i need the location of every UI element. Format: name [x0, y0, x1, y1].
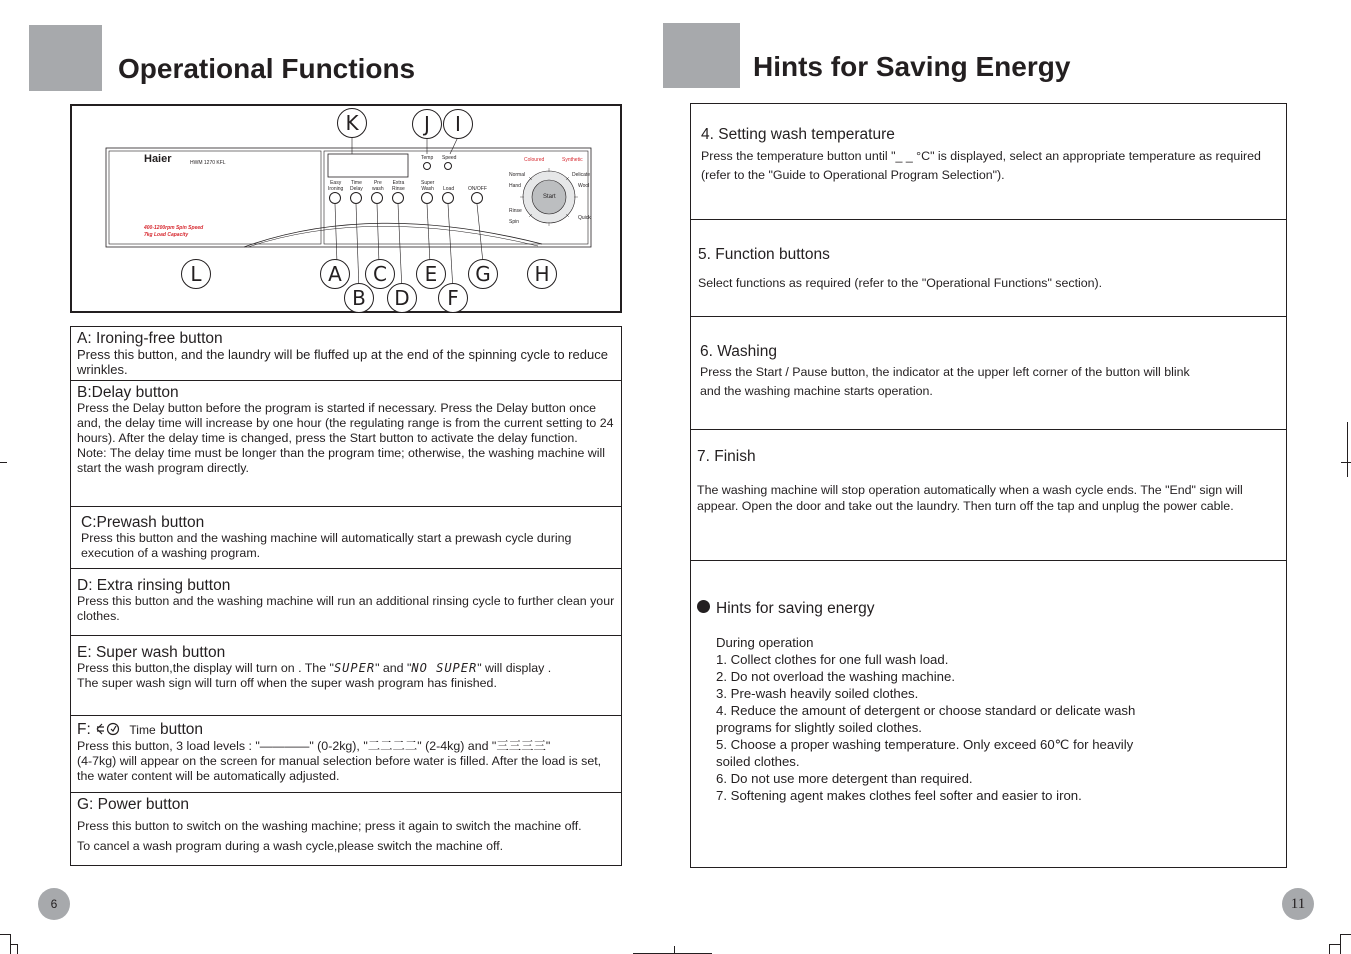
- divider: [691, 560, 1286, 561]
- crop-mark: [0, 462, 7, 463]
- no-super-display-sign: NO SUPER: [411, 661, 478, 675]
- right-header-block: [663, 23, 740, 88]
- section-e-body-part2: " and ": [375, 661, 412, 675]
- load-level-heavy: 三三三三: [496, 739, 546, 753]
- hint-item: 5. Choose a proper washing temperature. Only exceed 60℃ for heavily: [716, 737, 1134, 752]
- super-wash-label: Super Wash: [421, 180, 435, 192]
- callout-k: K: [337, 108, 367, 138]
- right-page-number: 11: [1282, 888, 1314, 920]
- prewash-label: Pre wash: [372, 180, 384, 192]
- crop-mark: [1340, 934, 1351, 935]
- load-button[interactable]: [442, 192, 454, 204]
- section-f-body-rest: (4-7kg) will appear on the screen for manual selection before water is filled. After the load is set, the water content will be automatically adjusted.: [77, 754, 602, 783]
- left-header-block: [29, 25, 102, 91]
- dial-start[interactable]: Start: [543, 194, 556, 200]
- panel-spin-speed-note: 400-1200rpm Spin Speed: [144, 225, 204, 231]
- bullet-icon: [697, 600, 710, 613]
- left-page-heading: Operational Functions: [118, 53, 416, 84]
- section-f-load-time: [71, 716, 621, 793]
- callout-h: H: [527, 259, 557, 289]
- callout-g: G: [468, 259, 498, 289]
- dial-normal: Normal: [509, 172, 526, 178]
- section-c-prewash: [71, 507, 621, 569]
- divider: [691, 316, 1286, 317]
- section-a-body: Press this button, and the laundry will be fluffed up at the end of the spinning cycle to reduce wrinkles.: [77, 347, 608, 377]
- prewash-button[interactable]: [371, 192, 383, 204]
- dial-rinse: Rinse: [509, 208, 522, 214]
- panel-speed-label: Speed: [442, 155, 457, 161]
- section-g-body1: Press this button to switch on the washing machine; press it again to switch the machine off.: [77, 819, 582, 833]
- time-delay-label: Time Delay: [350, 180, 363, 192]
- step5-title: 5. Function buttons: [698, 246, 830, 263]
- speed-button[interactable]: [444, 162, 452, 170]
- crop-mark: [674, 946, 675, 954]
- panel-brand-logo: Haier: [144, 153, 172, 165]
- section-f-body-part4: ": [545, 739, 551, 753]
- callout-l: L: [181, 259, 211, 289]
- step7-body-line2: appear. Open the door and take out the laundry. Then turn off the tap and unplug the power cable.: [697, 499, 1234, 513]
- callout-e: E: [416, 259, 446, 289]
- section-c-body: Press this button and the washing machine will automatically start a prewash cycle during execution of a washing program.: [81, 531, 572, 560]
- easy-ironing-label: Easy Ironing: [328, 180, 344, 192]
- section-f-body-part2: " (0-2kg), ": [309, 739, 368, 753]
- hint-item: 6. Do not use more detergent than required.: [716, 771, 973, 786]
- easy-ironing-button[interactable]: [329, 192, 341, 204]
- section-g-body2: To cancel a wash program during a wash cycle,please switch the machine off.: [77, 839, 504, 853]
- super-wash-button[interactable]: [421, 192, 433, 204]
- section-f-suffix: button: [159, 721, 204, 738]
- callout-c: C: [365, 259, 395, 289]
- hint-item: 4. Reduce the amount of detergent or choose standard or delicate wash: [716, 703, 1136, 718]
- section-f-body-part1: Press this button, 3 load levels : ": [77, 739, 260, 753]
- section-c-title: C:Prewash button: [81, 514, 205, 531]
- dial-coloured: Coloured: [524, 157, 545, 163]
- right-page-heading: Hints for Saving Energy: [753, 51, 1071, 82]
- section-b-note: Note: The delay time must be longer than the program time; otherwise, the washing machine will start the wash program directly.: [77, 446, 606, 475]
- divider: [691, 219, 1286, 220]
- section-g-power: [71, 793, 621, 865]
- dial-hand: Hand: [509, 183, 521, 189]
- dial-delicate: Delicate: [572, 172, 591, 178]
- crop-mark: [1341, 462, 1351, 463]
- energy-hints-box: [690, 103, 1287, 868]
- section-f-prefix: F:: [77, 721, 91, 738]
- section-a-prefix: A:: [77, 330, 92, 347]
- step6-body-line2: and the washing machine starts operation.: [700, 384, 933, 398]
- crop-mark: [1329, 944, 1340, 945]
- hints-list: [716, 634, 1135, 804]
- section-e-body-part3: " will display .: [477, 661, 552, 675]
- section-e-body-part1: Press this button,the display will turn on . The ": [77, 661, 334, 675]
- callout-a: A: [320, 259, 350, 289]
- dial-spin: Spin: [509, 219, 520, 225]
- hint-item: 2. Do not overload the washing machine.: [716, 669, 955, 684]
- step5-body: Select functions as required (refer to the "Operational Functions" section).: [698, 276, 1103, 290]
- extra-rinse-label: Extra Rinse: [392, 180, 405, 192]
- hints-intro: During operation: [716, 635, 814, 650]
- section-a-ironing-free: [71, 327, 621, 381]
- temp-button[interactable]: [423, 162, 431, 170]
- step7-title: 7. Finish: [697, 448, 756, 465]
- section-b-title: B:Delay button: [77, 384, 179, 401]
- crop-mark: [1340, 934, 1341, 954]
- callout-d: D: [387, 283, 417, 313]
- control-panel-diagram: [70, 104, 622, 313]
- panel-temp-label: Temp: [421, 155, 434, 161]
- step4-title: 4. Setting wash temperature: [701, 126, 895, 143]
- dial-wool: Wool: [578, 183, 590, 189]
- panel-model: HWM 1270 KFL: [190, 160, 226, 166]
- hint-item: 7. Softening agent makes clothes feel softer and easier to iron.: [716, 788, 1082, 803]
- dial-synthetic: Synthetic: [562, 157, 583, 163]
- section-f-body-part3: " (2-4kg) and ": [417, 739, 497, 753]
- hint-item: 1. Collect clothes for one full wash load.: [716, 652, 949, 667]
- hints-title: Hints for saving energy: [716, 600, 875, 617]
- on-off-label: ON/OFF: [468, 186, 487, 192]
- section-b-body: Press the Delay button before the program is started if necessary. Press the Delay button once and, the delay time will increase by one hour (the regulating range is from the current setting to 24 hours). After the delay time is changed, press the Start button to activate the delay function.: [77, 401, 614, 445]
- dial-quick: Quick: [578, 215, 591, 221]
- left-page-number: 6: [38, 888, 70, 920]
- super-display-sign: SUPER: [333, 661, 376, 675]
- crop-mark: [1329, 944, 1330, 954]
- hint-item: soiled clothes.: [716, 754, 800, 769]
- section-e-super-wash: [71, 636, 621, 716]
- section-a-title: Ironing-free button: [95, 330, 223, 347]
- function-descriptions: [70, 326, 622, 866]
- callout-f: F: [438, 283, 468, 313]
- extra-rinse-button[interactable]: [392, 192, 404, 204]
- section-d-title: D: Extra rinsing button: [77, 577, 231, 594]
- section-d-body: Press this button and the washing machine will run an additional rinsing cycle to further clean your clothes.: [77, 594, 615, 623]
- load-label: Load: [443, 186, 455, 192]
- section-b-delay: [71, 381, 621, 507]
- callout-b: B: [344, 283, 374, 313]
- on-off-button[interactable]: [471, 192, 483, 204]
- section-g-title: G: Power button: [77, 796, 190, 813]
- section-e-title: E: Super wash button: [77, 644, 226, 661]
- callout-i: I: [443, 109, 473, 139]
- load-level-light: ————: [259, 739, 310, 753]
- panel-capacity-note: 7kg Load Capacity: [144, 232, 189, 238]
- step4-body-line1: Press the temperature button until "_ _ °C" is displayed, select an appropriate temperature as required: [701, 149, 1261, 163]
- crop-mark: [1347, 422, 1348, 477]
- section-f-time-text: Time: [129, 723, 156, 737]
- crop-mark: [0, 934, 10, 935]
- step4-body-line2: (refer to the "Guide to Operational Program Selection").: [701, 168, 1005, 182]
- hint-item: programs for slightly soiled clothes.: [716, 720, 922, 735]
- hint-item: 3. Pre-wash heavily soiled clothes.: [716, 686, 919, 701]
- time-delay-button[interactable]: [350, 192, 362, 204]
- step6-body-line1: Press the Start / Pause button, the indicator at the upper left corner of the button will blink: [700, 365, 1190, 379]
- step6-title: 6. Washing: [700, 343, 777, 360]
- section-e-body-line2: The super wash sign will turn off when the super wash program has finished.: [77, 676, 497, 690]
- crop-mark: [17, 944, 18, 954]
- load-level-medium: 二二二二: [367, 739, 418, 753]
- callout-j: J: [412, 109, 442, 139]
- section-d-extra-rinse: [71, 569, 621, 636]
- divider: [691, 429, 1286, 430]
- step7-body-line1: The washing machine will stop operation automatically when a wash cycle ends. The "End" sign will: [697, 483, 1243, 497]
- load-weight-icon: [95, 722, 125, 736]
